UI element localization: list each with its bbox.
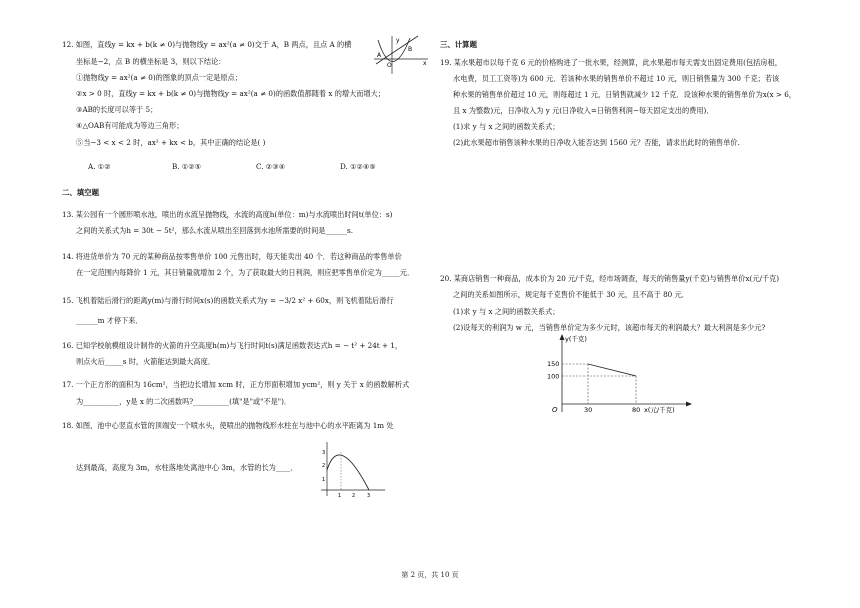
q18-parabola [327, 455, 369, 490]
q12-line4: ②x > 0 时，直线y = kx + b(k ≠ 0)与抛物线y = ax²(a ≠ 0)的函数值都随着 x 的增大而增大； [76, 89, 386, 98]
q17-line2: 为__________，y是 x 的二次函数吗?__________(填"是"或"不是")． [76, 397, 292, 406]
q18-xtick-1: 1 [338, 493, 342, 499]
q12-option-a[interactable]: A. ①② [88, 162, 111, 171]
q20-y-arrow [560, 334, 565, 340]
q12-option-b[interactable]: B. ①②⑤ [172, 162, 202, 171]
q16-line2: 则点火后_____s 时，火箭能达到最大高度． [76, 357, 215, 366]
section-calc-title: 三、计算题 [440, 40, 477, 49]
q19-line2: 水电费，员工工资等)为 600 元．若该种水果的销售单价不超过 10 元，则日销售量为 300 千克；若该 [453, 74, 780, 83]
q18-line2: 达到最高，高度为 3m，水柱落地处离池中心 3m，水管的长为____． [76, 463, 298, 472]
q19-line3: 种水果的销售单价超过 10 元，则每超过 1 元，日销售就减少 12 千克．设该种水果的销售单价为x(x > 6， [453, 90, 796, 99]
q20-graph [540, 332, 700, 420]
q13-line2: 之间的关系式为h = 30t − 5t²，那么水流从喷出至回落到水池所需要的时间是______s. [76, 226, 353, 235]
q12-line6: ④△OAB有可能成为等边三角形； [76, 121, 184, 130]
q12-option-c[interactable]: C. ②③④ [256, 162, 286, 171]
q14-line2: 在一定范围内每降价 1 元，其日销量就增加 2 个，为了获取最大的日利润，则应把零售单价定为_____元． [76, 268, 415, 277]
q20-ytick-150: 150 [547, 360, 560, 368]
q12-label-b: B [408, 46, 413, 53]
q12-label-x: x [423, 60, 427, 67]
q18-line1: 18. 如图，池中心竖直水管的顶端安一个喷水头，使喷出的抛物线形水柱在与池中心的水平距离为 1m 处 [62, 421, 394, 430]
q20-ylabel: y(千克) [565, 335, 587, 343]
q19-line1: 19. 某水果超市以每千克 6 元的价格购进了一批水果，经测算，此水果超市每天需支出固定费用(包括房租， [440, 58, 782, 67]
q12-parabola [378, 38, 413, 62]
q20-line3: (1)求 y 与 x 之间的函数关系式； [453, 307, 560, 316]
q19-line5: (1)求 y 与 x 之间的函数关系式； [453, 122, 560, 131]
q18-xtick-2: 2 [352, 493, 356, 499]
q19-line4: 且 x 为整数)元，日净收入为 y 元(日净收入=日销售利润−每天固定支出的费用)． [453, 106, 714, 115]
q20-ytick-100: 100 [547, 372, 560, 381]
q20-xtick-30: 30 [584, 406, 593, 414]
section-fill-blank-title: 二、填空题 [62, 188, 99, 197]
q18-ytick-1: 1 [322, 477, 326, 483]
q15-line1: 15. 飞机着陆后滑行的距离y(m)与滑行时间x(s)的函数关系式为y = −3/2 x² + 60x，则飞机着陆后滑行 [62, 296, 394, 305]
q17-line1: 17. 一个正方形的面积为 16cm²，当把边长增加 xcm 时，正方形面积增加 ycm²，则 y 关于 x 的函数解析式 [62, 380, 410, 389]
q12-label-o: O [387, 62, 392, 69]
q12-label-y: y [396, 37, 400, 44]
q14-line1: 14. 将进货单价为 70 元的某种商品按零售单价 100 元售出时，每天能卖出 40 个．若这种商品的零售单价 [62, 252, 402, 261]
q12-label-a: A [377, 52, 382, 59]
q19-line6: (2)此水果超市销售该种水果的日净收入能否达到 1560 元？否能，请求出此时的销售单价. [453, 138, 740, 147]
q20-xlabel: x(元/千克) [644, 406, 675, 414]
q13-line1: 13. 某公园有一个圆形喷水池，喷出的水流呈抛物线，水流的高度h(单位：m)与水流喷出时间t(单位：s) [62, 210, 393, 219]
q20-line4: (2)设每天的利润为 w 元，当销售单价定为多少元时，该超市每天的利润最大？最大利润是多少元? [453, 323, 766, 332]
q12-line7: ⑤当−3 < x < 2 时，ax² + kx < b，其中正确的结论是( ) [76, 138, 266, 147]
q12-figure [370, 34, 430, 76]
q20-line2: 之间的关系如图所示，规定每千克售价不能低于 30 元，且不高于 80 元． [453, 290, 689, 299]
q12-line2: 坐标是−2，点 B 的横坐标是 3，则以下结论： [76, 57, 226, 66]
q20-origin: O [552, 406, 558, 414]
q18-ytick-3: 3 [322, 450, 326, 456]
q20-line [588, 364, 636, 376]
page-footer: 第 2 页，共 10 页 [401, 571, 459, 579]
q12-line1: 12. 如图，直线y = kx + b(k ≠ 0)与抛物线y = ax²(a ≠ 0)交于 A，B 两点，且点 A 的横 [62, 40, 352, 49]
q12-line3: ①抛物线y = ax²(a ≠ 0)的图象的顶点一定是原点； [76, 73, 242, 82]
q18-ytick-2: 2 [322, 463, 326, 469]
q16-line1: 16. 已知学校航模组设计制作的火箭的升空高度h(m)与飞行时间t(s)满足函数表达式h = − t² + 24t + 1， [62, 341, 403, 350]
q20-x-arrow [686, 402, 692, 407]
q20-line1: 20. 某商店销售一种商品，成本价为 20 元/千克，经市场调查，每天的销售量y(千克)与销售单价x(元/千克) [440, 274, 780, 283]
q12-option-d[interactable]: D. ①②④⑤ [340, 162, 376, 171]
q18-figure [313, 440, 389, 500]
q18-xtick-3: 3 [367, 493, 371, 499]
q12-line5: ③AB的长度可以等于 5； [76, 105, 158, 114]
q20-xtick-80: 80 [632, 406, 641, 414]
q15-line2: ______m 才停下来． [76, 316, 143, 325]
